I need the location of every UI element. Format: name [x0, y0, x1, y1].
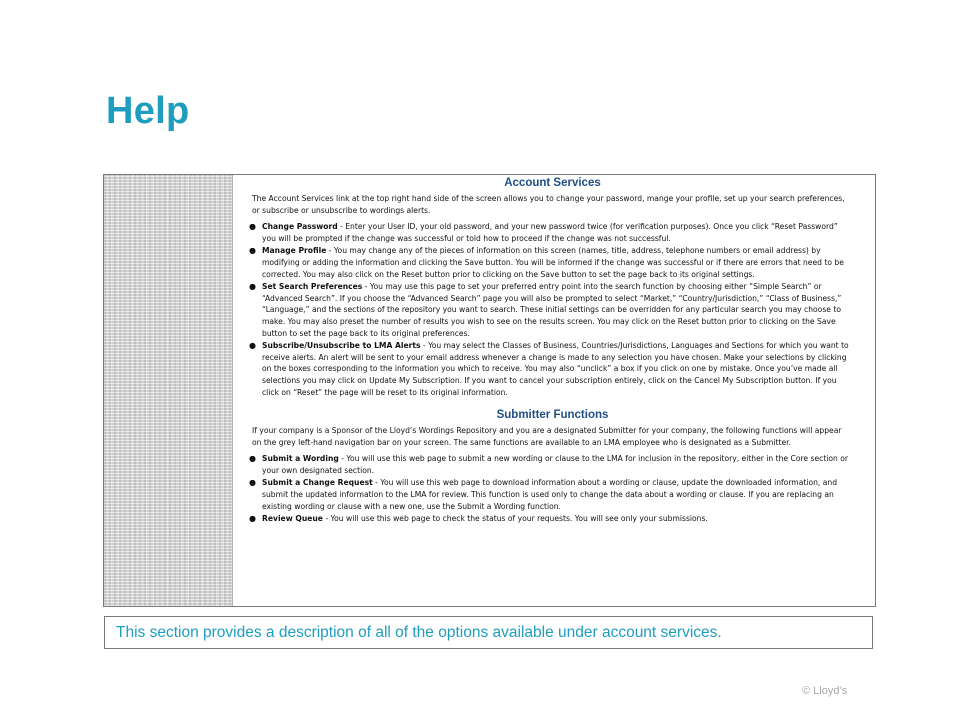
list-item — [249, 513, 853, 525]
item-text: - Enter your User ID, your old password, and your new password twice (for verification purposes). Once you click “Reset Password” you will be prompted if the change was successful or told how to proceed if the change was not successful. — [262, 222, 838, 243]
caption-text: This section provides a description of all of the options available under account services. — [116, 624, 722, 641]
item-text: - You will use this web page to check the status of your requests. You will see only your submissions. — [322, 514, 708, 524]
bullet-icon: ● — [249, 222, 256, 232]
bullet-icon: ● — [249, 282, 256, 292]
list-item — [249, 453, 853, 476]
slide-title: Help — [106, 90, 190, 132]
list-item — [249, 477, 853, 512]
help-page-screenshot — [103, 174, 876, 607]
list-item — [249, 245, 853, 280]
submitter-functions-list — [249, 453, 853, 525]
item-term: Change Password — [262, 222, 338, 232]
list-item — [249, 340, 853, 398]
caption-box — [104, 616, 873, 649]
item-term: Submit a Wording — [262, 454, 339, 464]
bullet-icon: ● — [249, 478, 256, 488]
item-term: Manage Profile — [262, 246, 327, 256]
help-content — [249, 175, 853, 526]
copyright-notice: © Lloyd’s — [802, 685, 848, 697]
item-term: Submit a Change Request — [262, 478, 373, 488]
item-text: - You may select the Classes of Business, Countries/Jurisdictions, Languages and Sections for which you want to receive alerts. An alert will be sent to your email address whenever a change is made to any selection you have chosen. Make your selections by clicking on the boxes corresponding to the information you which to receive. You may also “unclick” a box if you click on one by mistake. Once you’ve made all selections you may click on Update My Subscription. If you want to cancel your subscription entirely, click on the Cancel My Subscription button. If you click on “Reset” the page will be reset to its original information. — [262, 341, 849, 397]
item-term: Review Queue — [262, 514, 323, 524]
bullet-icon: ● — [249, 246, 256, 256]
submitter-functions-intro: If your company is a Sponsor of the Lloyd’s Wordings Repository and you are a designated Submitter for your company, the following functions will appear on the grey left-hand navigation bar on your screen. The same functions are available to an LMA employee who is designated as a Submitter. — [252, 426, 842, 447]
list-item — [249, 281, 853, 339]
account-services-heading: Account Services — [504, 177, 601, 189]
list-item — [249, 221, 853, 244]
bullet-icon: ● — [249, 514, 256, 524]
bullet-icon: ● — [249, 341, 256, 351]
item-text: - You will use this web page to submit a new wording or clause to the LMA for inclusion in the repository, either in the Core section or your own designated section. — [262, 454, 849, 475]
submitter-functions-heading: Submitter Functions — [496, 409, 609, 422]
item-text: - You may use this page to set your preferred entry point into the search function by choosing either “Simple Search” or “Advanced Search”. If you choose the “Advanced Search” page you will also be prompted to select “Market,” “Country/Jurisdiction,” “Class of Business,” “Language,” and the sections of the repository you want to search. These initial settings can be overridden for any particular search you may choose to make. You may also preset the number of results you wish to see on the results screen. You may click on the Reset button prior to clicking on the Save button to set the page back to its original preferences. — [262, 282, 842, 338]
item-term: Set Search Preferences — [262, 282, 363, 292]
item-text: - You may change any of the pieces of information on this screen (names, title, address, telephone numbers or email address) by modifying or adding the information and clicking the Save button. You will be informed if the change was successful or if there are errors that need to be corrected. You may also click on the Reset button prior to clicking on the Save button to set the page back to its original settings. — [262, 246, 844, 279]
account-services-list — [249, 221, 853, 398]
left-navigation-bar — [104, 175, 233, 606]
bullet-icon: ● — [249, 454, 256, 464]
item-text: - You will use this web page to download information about a wording or clause, update the downloaded information, and submit the updated information to the LMA for review. This function is used only to change the data about a wording or clause. If you are replacing an existing wording or clause with a new one, use the Submit a Wording function. — [262, 478, 838, 511]
item-term: Subscribe/Unsubscribe to LMA Alerts — [262, 341, 421, 351]
account-services-intro: The Account Services link at the top right hand side of the screen allows you to change your password, mange your profile, set up your search preferences, or subscribe or unsubscribe to wordings alerts. — [252, 194, 845, 215]
